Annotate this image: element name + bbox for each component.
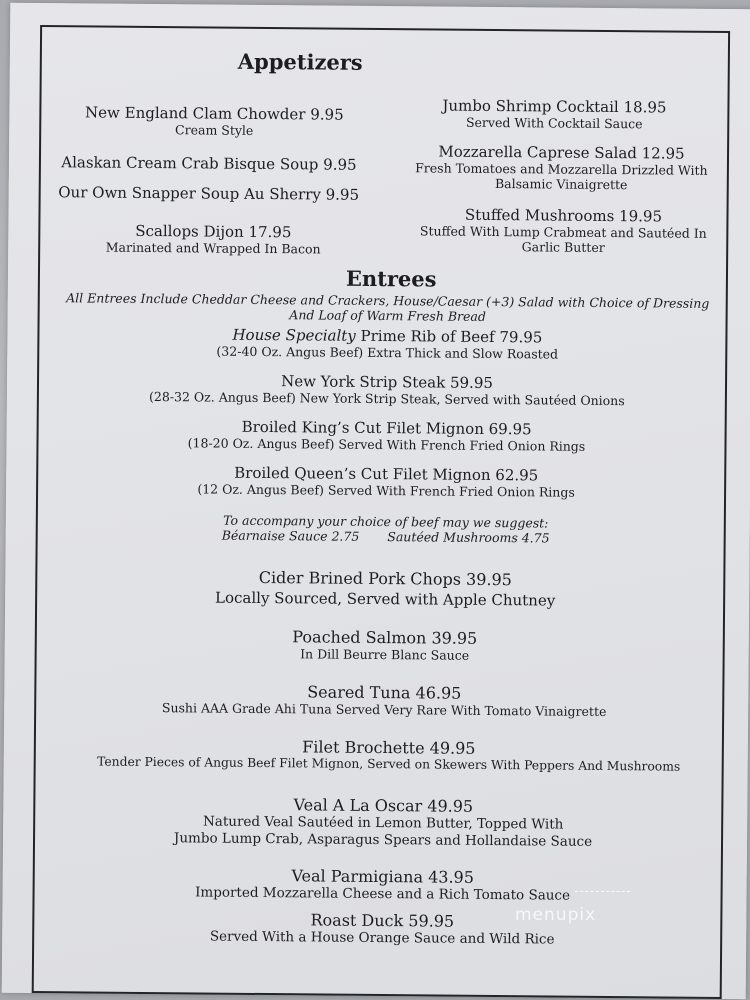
- item-name: New York Strip Steak 59.95: [281, 372, 494, 392]
- item-desc-line2: Jumbo Lump Crab, Asparagus Spears and Hollandaise Sauce: [173, 830, 593, 850]
- entree-item: [46, 416, 726, 455]
- item-desc: (18-20 Oz. Angus Beef) Served With French Fried Onion Rings: [187, 435, 586, 454]
- item-name: Broiled Queen’s Cut Filet Mignon 62.95: [234, 463, 539, 485]
- item-name: Seared Tuna 46.95: [307, 682, 462, 703]
- appetizer-item: [54, 183, 364, 204]
- item-desc: (12 Oz. Angus Beef) Served With French Fried Onion Rings: [197, 481, 575, 500]
- sauteed-mushrooms: Sautéed Mushrooms 4.75: [387, 529, 550, 546]
- item-name: Veal A La Oscar 49.95: [293, 795, 474, 816]
- house-specialty-label: House Specialty: [232, 325, 356, 345]
- appetizer-item: [59, 153, 359, 174]
- suggestion-line: To accompany your choice of beef may we suggest:: [223, 512, 549, 531]
- item-desc-line2: Balsamic Vinaigrette: [494, 176, 628, 193]
- menu-sheet: [2, 3, 750, 999]
- entrees-note: [48, 290, 728, 326]
- appetizer-item: [404, 142, 719, 193]
- item-desc: Served With Cocktail Sauce: [465, 114, 643, 132]
- item-desc: (32-40 Oz. Angus Beef) Extra Thick and Slow Roasted: [216, 343, 559, 362]
- watermark-line: [575, 891, 630, 892]
- item-name: Stuffed Mushrooms 19.95: [464, 205, 663, 226]
- entree-item: [47, 370, 727, 409]
- appetizer-item: [404, 96, 704, 132]
- item-name: Alaskan Cream Crab Bisque Soup 9.95: [61, 153, 357, 174]
- entrees-note-line2: And Loaf of Warm Fresh Bread: [289, 307, 486, 324]
- item-desc: Served With a House Orange Sauce and Wild Rice: [209, 928, 555, 948]
- item-name: Jumbo Shrimp Cocktail 18.95: [442, 96, 667, 117]
- entree-item: [45, 625, 725, 665]
- item-name: Broiled King’s Cut Filet Mignon 69.95: [241, 417, 532, 439]
- item-name: Cider Brined Pork Chops 39.95: [258, 567, 512, 590]
- item-name: Scallops Dijon 17.95: [135, 221, 292, 242]
- appetizers-heading: Appetizers: [237, 48, 363, 75]
- entree-item: [44, 735, 734, 775]
- item-desc: Natured Veal Sautéed in Lemon Butter, Topped With: [202, 813, 564, 833]
- item-desc: Sushi AAA Grade Ahi Tuna Served Very Rare With Tomato Vinaigrette: [161, 700, 607, 720]
- item-desc: Imported Mozzarella Cheese and a Rich Tomato Sauce: [195, 884, 571, 904]
- item-desc-line2: Garlic Butter: [521, 239, 605, 255]
- bearnaise-sauce: Béarnaise Sauce 2.75: [221, 527, 360, 544]
- appetizer-item: [403, 205, 723, 256]
- beef-suggestion: [46, 511, 726, 547]
- entree-item: [42, 908, 722, 950]
- item-desc: Locally Sourced, Served with Apple Chutney: [214, 588, 556, 610]
- entrees-note-line1: All Entrees Include Cheddar Cheese and Crackers, House/Caesar (+3) Salad with Choice of Dressing: [66, 290, 710, 311]
- item-name: Poached Salmon 39.95: [292, 627, 478, 648]
- entree-item: [43, 864, 723, 906]
- item-desc: Tender Pieces of Angus Beef Filet Mignon, Served on Skewers With Peppers And Mushrooms: [97, 754, 681, 774]
- item-desc: Stuffed With Lump Crabmeat and Sautéed In: [419, 223, 707, 241]
- item-name: Roast Duck 59.95: [310, 910, 455, 931]
- item-name: New England Clam Chowder 9.95: [84, 103, 344, 124]
- item-name: Mozzarella Caprese Salad 12.95: [438, 142, 685, 163]
- appetizer-item: [68, 221, 358, 257]
- entree-item: [46, 462, 726, 501]
- entree-item: [45, 566, 725, 611]
- item-name: Filet Brochette 49.95: [302, 737, 476, 758]
- item-desc: Fresh Tomatoes and Mozzarella Drizzled With: [415, 160, 708, 178]
- entree-item: [47, 324, 727, 363]
- item-name: Veal Parmigiana 43.95: [291, 866, 475, 887]
- item-desc: In Dill Beurre Blanc Sauce: [300, 646, 470, 663]
- entree-item: [44, 680, 724, 720]
- item-desc: Marinated and Wrapped In Bacon: [105, 239, 321, 257]
- entrees-heading: Entrees: [345, 265, 437, 292]
- entree-item: [43, 793, 723, 852]
- item-desc: (28-32 Oz. Angus Beef) New York Strip Steak, Served with Sautéed Onions: [149, 388, 625, 409]
- appetizer-item: [69, 103, 359, 139]
- item-desc: Cream Style: [175, 122, 254, 138]
- menupix-watermark: menupix: [515, 905, 597, 925]
- item-name: Our Own Snapper Soup Au Sherry 9.95: [58, 183, 360, 204]
- item-name: Prime Rib of Beef 79.95: [355, 326, 543, 347]
